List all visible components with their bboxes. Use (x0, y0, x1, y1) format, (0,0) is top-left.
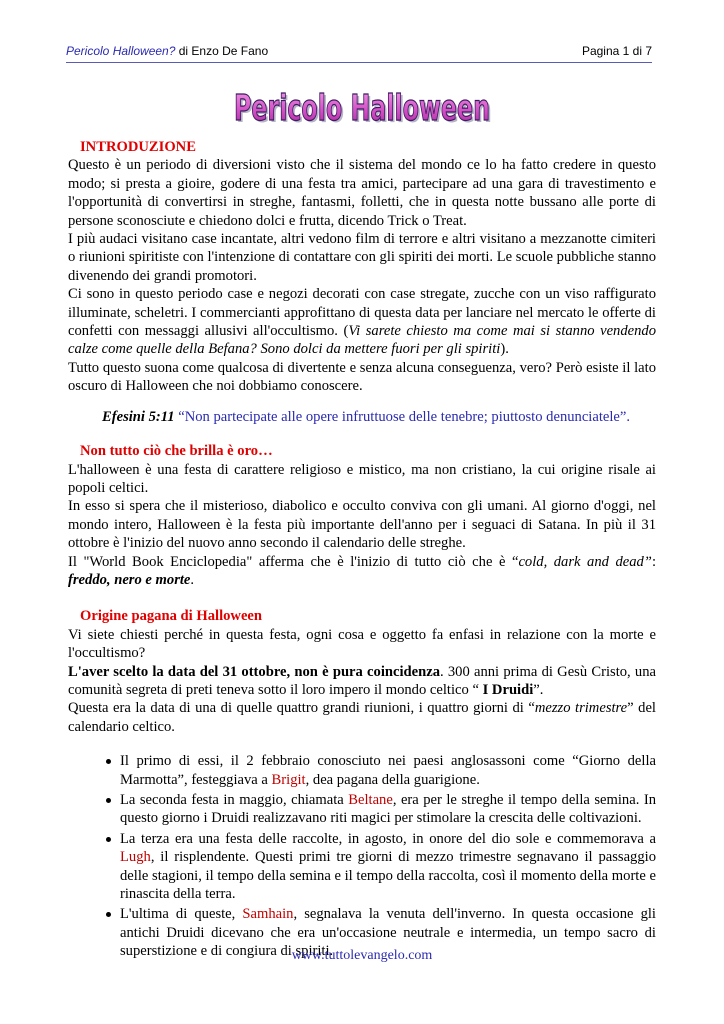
header-title-italic: Pericolo Halloween? (66, 44, 176, 58)
document-body (68, 138, 656, 963)
text-run: Ci sono in questo periodo case e negozi decorati con case stregate, zucche con un viso raffigurato illuminate, scheletri. I commercianti approfittano di questa data per lanciare nel mercato le offerte di confetti con messaggi allusivi all'occultismo. ( (68, 286, 656, 340)
text-run: Il "World Book Enciclopedia" afferma che è l'inizio di tutto ciò che è “ (68, 553, 519, 570)
text-run: . (190, 571, 195, 588)
footer-link[interactable]: www.tuttolevangelo.com (291, 948, 433, 963)
text-run: , era per le streghe il tempo della semina. In questo giorno i Druidi realizzavano riti magici per stimolare la crescita delle coltivazioni. (120, 792, 656, 827)
section-heading-gold: Non tutto ciò che brilla è oro… (80, 443, 273, 460)
section-heading-origin: Origine pagana di Halloween (80, 608, 263, 625)
paragraph (68, 663, 656, 700)
paragraph (68, 285, 656, 359)
text-run: Il primo di essi, il 2 febbraio conosciuto nei paesi anglosassoni come “Giorno della Marmotta”, festeggiava a (120, 753, 656, 788)
bullet-icon (106, 798, 111, 803)
text-run: : (651, 553, 656, 570)
paragraph (68, 553, 656, 590)
paragraph: L'halloween è una festa di carattere religioso e mistico, ma non cristiano, la cui origine risale ai popoli celtici. (68, 461, 656, 496)
paragraph: Questo è un periodo di diversioni visto che il sistema del mondo ce lo ha fatto credere in questo modo; si presta a gioire, godere di una festa tra amici, partecipare ad una gara di travestimento e l'opportunità di convertirsi in streghe, fantasmi, folletti, che in questa notte bussano alle porte di persone sconosciute e chiedono dolci e frutta, dicendo Trick o Treat. (68, 157, 656, 229)
text-run: L'ultima di queste, (120, 906, 243, 923)
text-run: ”. (533, 681, 544, 698)
text-run: , il risplendente. Questi primi tre giorni di mezzo trimestre segnavano il passaggio delle stagioni, il tempo della semina e il tempo della raccolta, così il momento della morte e rinascita della terra. (120, 849, 656, 903)
wordart-shadow: Pericolo Halloween (236, 90, 492, 130)
bold-italic-run: freddo, nero e morte (68, 571, 191, 588)
highlight-word: Lugh (120, 849, 151, 866)
text-run: ” del calendario celtico. (68, 700, 656, 735)
wordart-title (0, 80, 724, 135)
bullet-icon (106, 759, 111, 764)
bold-run: L'aver scelto la data del 31 ottobre, non è pura coincidenza (68, 663, 441, 680)
text-run: . 300 anni prima di Gesù Cristo, una comunità segreta di preti teneva sotto il loro impero il mondo celtico “ (68, 663, 656, 698)
list-item (68, 830, 656, 904)
text-run: , dea pagana della guarigione. (305, 771, 480, 788)
verse-text: “Non partecipate alle opere infruttuose delle tenebre; piuttosto denunciatele”. (174, 408, 631, 425)
text-run: ). (500, 341, 509, 358)
list-item (68, 791, 656, 828)
festival-list (68, 752, 656, 960)
verse-reference: Efesini 5:11 (102, 408, 175, 425)
header-page-number: Pagina 1 di 7 (581, 44, 652, 58)
spacer (68, 589, 656, 607)
paragraph: Vi siete chiesti perché in questa festa, ogni cosa e oggetto fa enfasi in relazione con la morte e l'occultismo? (68, 626, 656, 662)
text-run: , segnalava la venuta dell'inverno. In questa occasione gli antichi Druidi dicevano che era un'occasione neutrale e intermedia, un tempo sacro di superstizione e di congiura di spiriti. (120, 906, 656, 960)
highlight-word: Beltane (348, 792, 393, 808)
paragraph: In esso si spera che il misterioso, diabolico e occulto conviva con gli umani. Al giorno d'oggi, nel mondo intero, Halloween è la festa più importante dell'anno per i seguaci di Satana. In più il 31 ottobre è l'inizio del nuovo anno secondo il calendario delle streghe. (68, 498, 656, 552)
italic-run: mezzo trimestre (534, 700, 628, 717)
bold-run: I Druidi (482, 681, 534, 698)
highlight-word: Samhain (242, 906, 294, 923)
bullet-icon (106, 912, 111, 917)
bible-verse (102, 408, 656, 426)
bullet-icon (106, 837, 111, 842)
italic-run: cold, dark and dead” (518, 553, 652, 570)
header-title (66, 44, 268, 58)
header-divider (66, 62, 652, 63)
list-item (68, 752, 656, 789)
wordart-svg (227, 80, 497, 130)
section-heading-intro: INTRODUZIONE (80, 139, 196, 155)
highlight-word: Brigit (271, 771, 306, 788)
text-run: Questa era la data di una di quelle quattro grandi riunioni, i quattro giorni di “ (68, 700, 535, 717)
text-run: La terza era una festa delle raccolte, in agosto, in onore del dio sole e commemorava a (120, 830, 656, 847)
italic-run: Vi sarete chiesto ma come mai si stanno vendendo calze come quelle della Befana? Sono dolci da mettere fuori per gli spiriti (68, 323, 657, 358)
wordart-text: Pericolo Halloween (234, 88, 490, 129)
text-run: La seconda festa in maggio, chiamata (120, 792, 349, 808)
paragraph: Tutto questo suona come qualcosa di divertente e senza alcuna conseguenza, vero? Però esiste il lato oscuro di Halloween che noi dobbiamo conoscere. (68, 359, 656, 395)
paragraph: I più audaci visitano case incantate, altri vedono film di terrore e altri visitano a mezzanotte cimiteri o riunioni spiritiste con l'intenzione di contattare con gli spiriti dei morti. Le scuole pubbliche stanno divenendo dei grandi promotori. (68, 231, 656, 284)
header-author: di Enzo De Fano (175, 44, 269, 58)
paragraph (68, 699, 656, 736)
